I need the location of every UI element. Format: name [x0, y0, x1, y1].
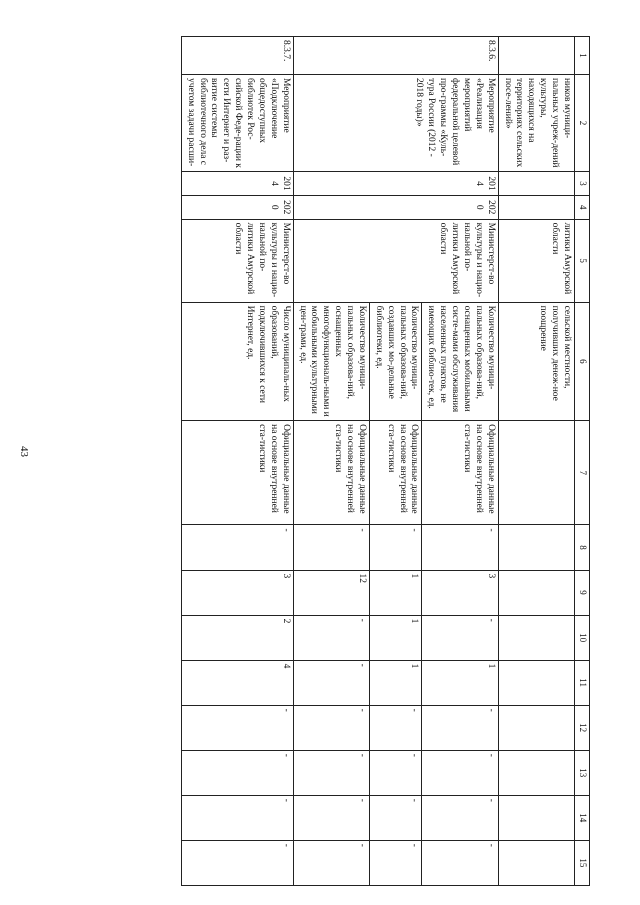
page-number: 43 — [18, 446, 30, 457]
indicator-value-col15: - — [370, 840, 423, 885]
row-cell-col3: 2014 — [181, 172, 293, 196]
header-cell-2: 2 — [575, 74, 590, 171]
indicator-value-col14: - — [422, 795, 498, 840]
header-cell-11: 11 — [575, 660, 590, 705]
indicator-value-col14 — [498, 795, 574, 840]
header-cell-5: 5 — [575, 219, 590, 302]
indicator-value-col8: - — [181, 525, 293, 570]
header-cell-9: 9 — [575, 570, 590, 615]
indicator-value-col12: - — [422, 705, 498, 750]
indicator-name: сельской местности, получивших денеж-ное поощрение — [498, 302, 574, 421]
row-cell-col2: Мероприятие «Подключение общедоступных библиотек Рос-сийской Феде-рации к сети Интернет и раз-витие системы библиотечного дела с учетом задачи расши- — [181, 74, 293, 171]
header-cell-10: 10 — [575, 615, 590, 660]
row-cell-col2: ников муници-пальных учреж-дений культуры, находящихся на территориях сельских посе-лений» — [498, 74, 574, 171]
indicator-value-col9: 1 — [370, 570, 423, 615]
indicator-value-col13: - — [293, 750, 369, 795]
indicator-source: Официальные данные на основе внутренней ста-тистики — [422, 421, 498, 525]
header-cell-1: 1 — [575, 37, 590, 75]
indicator-value-col15: - — [422, 840, 498, 885]
row-cell-col3 — [498, 172, 574, 196]
indicator-source: Официальные данные на основе внутренней ста-тистики — [181, 421, 293, 525]
indicator-value-col14: - — [293, 795, 369, 840]
indicator-value-col12: - — [181, 705, 293, 750]
indicator-value-col10: 1 — [370, 615, 423, 660]
header-cell-7: 7 — [575, 421, 590, 525]
indicator-value-col8: - — [422, 525, 498, 570]
indicator-value-col12 — [498, 705, 574, 750]
indicator-source: Официальные данные на основе внутренней ста-тистики — [293, 421, 369, 525]
indicator-name: Количество муници-пальных образова-ний, создавших мо-дельные библиотеки, ед. — [370, 302, 423, 421]
indicator-value-col13 — [498, 750, 574, 795]
indicator-value-col9: 3 — [181, 570, 293, 615]
indicator-value-col11: 4 — [181, 660, 293, 705]
row-cell-col4: 2020 — [293, 195, 498, 219]
indicator-value-col9: 3 — [422, 570, 498, 615]
indicator-value-col9 — [498, 570, 574, 615]
row-cell-col4: 2020 — [181, 195, 293, 219]
row-cell-col4 — [498, 195, 574, 219]
header-cell-14: 14 — [575, 795, 590, 840]
indicator-name: Число муниципаль-ных образований, подключившихся к сети Интернет, ед. — [181, 302, 293, 421]
data-table-rotated — [78, 36, 590, 886]
indicator-value-col11: 1 — [422, 660, 498, 705]
indicator-value-col10: 2 — [181, 615, 293, 660]
row-cell-col1: 8.3.6. — [293, 37, 498, 75]
indicator-value-col12: - — [293, 705, 369, 750]
indicator-value-col11: 1 — [370, 660, 423, 705]
indicator-value-col11: - — [293, 660, 369, 705]
row-cell-col5: литики Амурской области — [498, 219, 574, 302]
indicator-name: Количество муници-пальных образова-ний, оснащенных многофункциональ-ными и мобильными культурными цен-трами, ед. — [293, 302, 369, 421]
indicator-value-col13: - — [181, 750, 293, 795]
indicator-value-col11 — [498, 660, 574, 705]
indicator-value-col15: - — [181, 840, 293, 885]
indicator-value-col8: - — [293, 525, 369, 570]
indicator-value-col14: - — [370, 795, 423, 840]
indicator-value-col12: - — [370, 705, 423, 750]
header-cell-12: 12 — [575, 705, 590, 750]
row-cell-col3: 2014 — [293, 172, 498, 196]
indicator-value-col10: - — [293, 615, 369, 660]
indicator-value-col10: - — [422, 615, 498, 660]
data-table — [181, 36, 590, 886]
indicator-source: Официальные данные на основе внутренней ста-тистики — [370, 421, 423, 525]
indicator-value-col9: 12 — [293, 570, 369, 615]
row-cell-col5: Министерст-во культуры и нацио-нальной по-литики Амурской области — [181, 219, 293, 302]
indicator-value-col8 — [498, 525, 574, 570]
header-cell-13: 13 — [575, 750, 590, 795]
row-cell-col1: 8.3.7. — [181, 37, 293, 75]
indicator-value-col15: - — [293, 840, 369, 885]
table-row — [498, 37, 574, 886]
indicator-value-col8: - — [370, 525, 423, 570]
indicator-value-col13: - — [370, 750, 423, 795]
header-cell-4: 4 — [575, 195, 590, 219]
table-row — [422, 37, 498, 886]
indicator-value-col15 — [498, 840, 574, 885]
header-cell-15: 15 — [575, 840, 590, 885]
indicator-value-col10 — [498, 615, 574, 660]
row-cell-col1 — [498, 37, 574, 75]
header-cell-6: 6 — [575, 302, 590, 421]
header-cell-8: 8 — [575, 525, 590, 570]
indicator-name: Количество муници-пальных образова-ний, оснащенных мобильными систе-мами обслуживания населенных пунктов, не имеющих библио-тек, ед. — [422, 302, 498, 421]
row-cell-col2: Мероприятие «Реализация мероприятий федеральной целевой про-граммы «Куль-тура России (2012 - 2018 годы)» — [293, 74, 498, 171]
table-row — [181, 37, 293, 886]
row-cell-col5: Министерст-во культуры и нацио-нальной по-литики Амурской области — [293, 219, 498, 302]
indicator-source — [498, 421, 574, 525]
header-cell-3: 3 — [575, 172, 590, 196]
indicator-value-col14: - — [181, 795, 293, 840]
table-header-row — [575, 37, 590, 886]
indicator-value-col13: - — [422, 750, 498, 795]
